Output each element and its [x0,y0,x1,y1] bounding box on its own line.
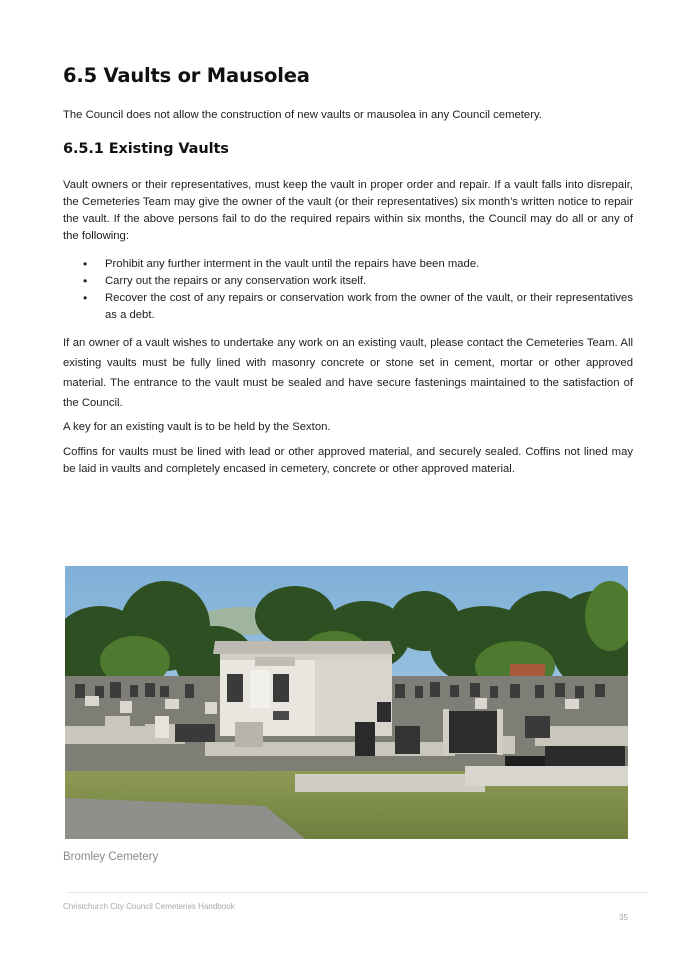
council-actions-list [63,256,633,324]
vault-maintenance-paragraph: Vault owners or their representatives, must keep the vault in proper order and repair. If a vault falls into disrepair, the Cemeteries Team may give the owner of the vault (or their representatives) six month’s written notice to repair the vault. If the above persons fail to do the required repairs within six months, the Council may do all or any of the following: [63,179,633,242]
bullet-icon: • [83,274,88,288]
cemetery-photo [65,566,628,839]
page-number: 35 [619,913,628,922]
list-item-text: Recover the cost of any repairs or conservation work from the owner of the vault, or their representatives as a debt. [105,292,633,321]
photo-caption: Bromley Cemetery [63,851,159,863]
list-item [63,273,633,290]
bullet-icon: • [83,257,88,271]
list-item [63,256,633,273]
footer-title: Christchurch City Council Cemeteries Handbook [63,902,235,911]
list-item-text: Carry out the repairs or any conservation work itself. [105,275,367,287]
vault-work-paragraph: If an owner of a vault wishes to undertake any work on an existing vault, please contact the Cemeteries Team. All existing vaults must be fully lined with masonry concrete or stone set in cement, mortar or other approved material. The entrance to the vault must be sealed and have secure fastenings maintained to the satisfaction of the Council. [63,337,633,409]
vault-key-paragraph: A key for an existing vault is to be held by the Sexton. [63,421,331,433]
intro-paragraph: The Council does not allow the construction of new vaults or mausolea in any Council cemetery. [63,109,542,121]
bullet-icon: • [83,291,88,305]
cemetery-photo-illustration [65,566,628,839]
list-item-text: Prohibit any further interment in the vault until the repairs have been made. [105,258,480,270]
footer-divider [68,892,648,893]
coffins-paragraph: Coffins for vaults must be lined with lead or other approved material, and securely sealed. Coffins not lined may be laid in vaults and completely encased in cemetery, concrete or other approved material. [63,446,633,475]
list-item [63,290,633,324]
section-heading: 6.5 Vaults or Mausolea [63,64,310,87]
subsection-heading: 6.5.1 Existing Vaults [63,141,229,157]
